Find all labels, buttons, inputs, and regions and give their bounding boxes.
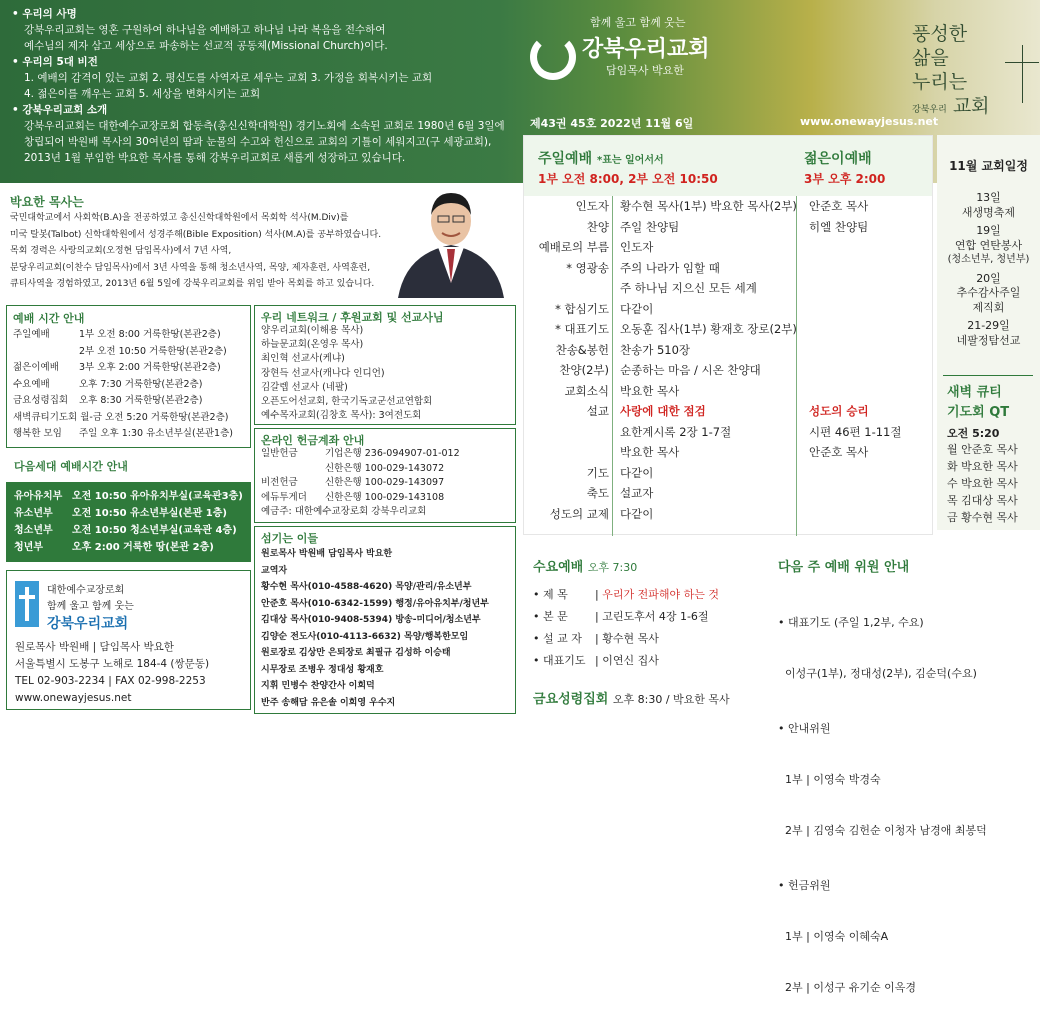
service-detail: 오후 8:30 거룩한땅(본관2층) bbox=[79, 395, 203, 406]
schedule-item: 연합 연탄봉사 bbox=[954, 238, 1023, 252]
order-value: 주의 나라가 임할 때 bbox=[620, 260, 720, 275]
service-name: 금요성령집회 bbox=[13, 395, 69, 406]
schedule-item: 네팔정탐선교 bbox=[956, 333, 1021, 347]
next-week-item: • 안내위원 bbox=[778, 722, 831, 735]
sunday-title bbox=[538, 148, 664, 168]
order-label: 교회소식 bbox=[564, 383, 609, 398]
network-item: 김갈렙 선교사 (네팔) bbox=[261, 381, 348, 393]
order-value: 다같이 bbox=[620, 301, 654, 316]
order-value: 오동훈 집사(1부) 황재호 장로(2부) bbox=[620, 322, 797, 336]
service-times-box bbox=[6, 305, 251, 448]
pastor-photo bbox=[386, 183, 516, 298]
network-item: 최인혁 선교사(케냐) bbox=[261, 353, 345, 365]
pastor-heading: 박요한 목사는 bbox=[10, 195, 84, 209]
service-name: 새벽큐티기도회 월-금 오전 5:20 거룩한땅(본관2층) bbox=[13, 411, 229, 423]
cross-logo-icon bbox=[15, 581, 39, 627]
service-name: 수요예배 bbox=[13, 378, 50, 390]
wed-label: • 제 목 bbox=[533, 588, 568, 601]
next-week-item: 1부 | 이영숙 이혜숙A bbox=[778, 930, 889, 943]
youth-order-value: 안준호 목사 bbox=[809, 445, 869, 459]
bio-line: 국민대학교에서 사회학(B.A)을 전공하였고 총신신학대학원에서 목회학 석사(M.Div)를 bbox=[10, 213, 349, 223]
network-item: 하늘문교회(온영우 목사) bbox=[261, 339, 364, 351]
next-week-panel bbox=[778, 548, 1040, 994]
youth-order-value: 히엘 찬양팀 bbox=[809, 219, 869, 234]
dept-detail: 오전 10:50 유소년부실(본관 1층) bbox=[72, 508, 227, 519]
church-denom: 대한예수교장로회 bbox=[47, 585, 125, 596]
schedule-item: (청소년부, 청년부) bbox=[947, 254, 1030, 265]
intro-text: 창립되어 박원배 목사의 30여년의 땀과 눈물의 수고와 헌신으로 교회의 기틀이 세워지고(구 세광교회), bbox=[24, 136, 492, 148]
youth-order-value: 시편 46편 1-11절 bbox=[809, 424, 902, 439]
schedule-list bbox=[937, 191, 1040, 348]
bio-line: 큐티사역을 경험하였고, 2013년 6월 5일에 강북우리교회를 위임 받아 목회를 하고 있습니다. bbox=[10, 279, 375, 289]
network-box bbox=[254, 305, 516, 425]
next-week-list bbox=[778, 580, 987, 1030]
church-address: 서울특별시 도봉구 노해로 184-4 (쌍문동) bbox=[15, 658, 210, 670]
logo-pastor: 담임목사 박요한 bbox=[606, 64, 684, 77]
slogan-line: 누리는 bbox=[912, 71, 968, 93]
order-label: 찬송&봉헌 bbox=[555, 342, 609, 357]
youth-order-value: 성도의 승리 bbox=[809, 404, 869, 418]
dept-name: 유소년부 bbox=[14, 508, 53, 519]
youth-time: 3부 오후 2:00 bbox=[804, 172, 886, 186]
offering-type: 에듀투게더 bbox=[261, 491, 307, 503]
staff-box bbox=[254, 526, 516, 714]
slogan-line: 삶을 bbox=[912, 47, 949, 69]
next-week-title: 다음 주 예배 위원 안내 bbox=[778, 560, 910, 575]
order-label: * 합심기도 bbox=[555, 301, 609, 316]
friday-info: 오후 8:30 / 박요한 목사 bbox=[612, 693, 730, 706]
bio-line: 미국 탈봇(Talbot) 신학대학원에서 성경주해(Bible Exposition) 석사(M.A)를 공부하였습니다. bbox=[10, 229, 382, 240]
order-label: 성도의 교제 bbox=[549, 506, 609, 521]
offering-account: 신한은행 100-029-143072 bbox=[325, 462, 445, 474]
cross-icon bbox=[1022, 45, 1023, 103]
network-item: 장현득 선교사(캐나다 인디언) bbox=[261, 367, 385, 379]
friday-title-text: 금요성령집회 bbox=[533, 692, 609, 707]
cross-bar bbox=[1005, 62, 1039, 63]
qt-row: 화 박요한 목사 bbox=[947, 460, 1018, 473]
schedule-item: 20일 bbox=[976, 271, 1001, 285]
sunday-title-text: 주일예배 bbox=[538, 151, 593, 167]
network-list bbox=[261, 324, 432, 423]
order-label: 기도 bbox=[586, 465, 609, 480]
dept-name: 청년부 bbox=[14, 542, 43, 553]
dept-detail: 오전 10:50 유아유치부실(교육관3층) bbox=[72, 491, 243, 502]
wed-title-text: 수요예배 bbox=[533, 560, 584, 575]
bio-line: 목회 경력은 사랑의교회(오정현 담임목사)에서 7년 사역, bbox=[10, 246, 232, 256]
intro-heading: • 강북우리교회 소개 bbox=[12, 104, 108, 116]
service-times-title: 예배 시간 안내 bbox=[13, 312, 85, 325]
next-week-item: • 대표기도 (주일 1,2부, 수요) bbox=[778, 616, 924, 629]
order-value: 요한계시록 2장 1-7절 bbox=[620, 424, 732, 439]
qt-row: 월 안준호 목사 bbox=[947, 443, 1018, 456]
logo-circle-icon bbox=[530, 34, 576, 80]
sunday-times: 1부 오전 8:00, 2부 오전 10:50 bbox=[538, 172, 718, 186]
mission-text: 강북우리교회는 영혼 구원하여 하나님을 예배하고 하나님 나라 복음을 전수하여 bbox=[24, 24, 386, 36]
next-week-item: 1부 | 이영숙 박경숙 bbox=[778, 773, 881, 786]
service-name: 주일예배 bbox=[13, 329, 50, 340]
order-value: 박요한 목사 bbox=[620, 445, 680, 459]
church-info-box bbox=[6, 570, 251, 710]
youth-title: 젊은이예배 bbox=[804, 151, 872, 167]
schedule-item: 13일 bbox=[976, 191, 1001, 204]
network-title: 우리 네트워크 / 후원교회 및 선교사님 bbox=[261, 311, 444, 324]
schedule-item: 19일 bbox=[976, 224, 1001, 237]
service-times-list bbox=[13, 327, 233, 443]
service-detail: 주일 오후 1:30 유소년부실(본관1층) bbox=[79, 428, 233, 439]
logo-name: 강북우리교회 bbox=[582, 37, 710, 62]
qt-row: 목 김대상 목사 bbox=[947, 494, 1018, 507]
vision-heading: • 우리의 5대 비전 bbox=[12, 56, 98, 68]
qt-row: 수 박요한 목사 bbox=[947, 477, 1018, 490]
staff-list bbox=[261, 546, 489, 711]
intro-text: 강북우리교회는 대한예수교장로회 합동측(총신신학대학원) 경기노회에 소속된 교회로 1980년 6월 3일에 bbox=[24, 120, 505, 132]
service-detail: 3부 오후 2:00 거룩한땅(본관2층) bbox=[79, 362, 221, 373]
staff-item: 반주 송해담 유은솔 이희영 우수지 bbox=[261, 697, 396, 708]
order-of-worship bbox=[524, 198, 934, 528]
church-url[interactable]: www.onewayjesus.net bbox=[15, 692, 132, 704]
schedule-item: 새생명축제 bbox=[961, 205, 1016, 219]
wed-label: • 본 문 bbox=[533, 610, 568, 623]
church-pastors: 원로목사 박원배 | 담임목사 박요한 bbox=[15, 641, 174, 653]
logo-tagline: 함께 울고 함께 웃는 bbox=[590, 16, 686, 29]
staff-item: 안준호 목사(010-6342-1599) 행정/유아유치부/청년부 bbox=[261, 598, 489, 609]
mission-heading: • 우리의 사명 bbox=[12, 8, 77, 20]
qt-time: 오전 5:20 bbox=[947, 427, 1000, 440]
offering-account: 기업은행 236-094907-01-012 bbox=[325, 448, 460, 459]
online-list bbox=[261, 447, 460, 520]
order-value: 사랑에 대한 점검 bbox=[620, 404, 706, 418]
wed-label: • 대표기도 bbox=[533, 654, 586, 667]
service-detail: 1부 오전 8:00 거룩한땅(본관2층) bbox=[79, 329, 221, 340]
dept-name: 유아유치부 bbox=[14, 491, 63, 502]
order-value: 인도자 bbox=[620, 240, 654, 254]
slogan-line: 풍성한 bbox=[912, 23, 968, 45]
wednesday-title bbox=[533, 556, 637, 575]
next-week-item: 이성구(1부), 정대성(2부), 김순덕(수요) bbox=[778, 667, 977, 680]
issue-info: 제43권 45호 2022년 11월 6일 bbox=[530, 117, 694, 130]
wed-value: 우리가 전파해야 하는 것 bbox=[602, 588, 719, 601]
next-gen-box bbox=[6, 482, 251, 562]
schedule-column bbox=[937, 135, 1040, 530]
bio-line: 분당우리교회(이찬수 담임목사)에서 3년 사역을 통해 청소년사역, 목양, 제자훈련, 사역훈련, bbox=[10, 262, 371, 273]
order-value: 박요한 목사 bbox=[620, 383, 680, 398]
wed-value: 황수현 목사 bbox=[602, 632, 659, 645]
church-logo bbox=[530, 14, 720, 104]
qt-row: 금 황수현 목사 bbox=[947, 511, 1018, 524]
staff-item: 지휘 민병수 찬양간사 이희덕 bbox=[261, 681, 375, 691]
wed-value: 이연신 집사 bbox=[602, 654, 659, 667]
website-url[interactable]: www.onewayjesus.net bbox=[800, 115, 939, 128]
order-label: 예배로의 부름 bbox=[538, 240, 609, 254]
offering-type: 비전헌금 bbox=[261, 477, 298, 488]
online-title: 온라인 헌금계좌 안내 bbox=[261, 434, 365, 447]
next-gen-title: 다음세대 예배시간 안내 bbox=[14, 460, 128, 473]
order-value: 찬송가 510장 bbox=[620, 342, 691, 357]
staff-item: 황수현 목사(010-4588-4620) 목양/관리/유소년부 bbox=[261, 582, 472, 592]
schedule-item: 추수감사주일 bbox=[956, 286, 1021, 299]
order-label: 설교 bbox=[586, 404, 609, 418]
vision-text: 4. 젊은이를 깨우는 교회 5. 세상을 변화시키는 교회 bbox=[24, 88, 261, 100]
slogan-line: 교회 bbox=[952, 95, 990, 117]
youth-order-value: 안준호 목사 bbox=[809, 199, 869, 213]
order-value: 황수현 목사(1부) 박요한 목사(2부) bbox=[620, 199, 797, 213]
account-holder: 예금주: 대한예수교장로회 강북우리교회 bbox=[261, 506, 427, 517]
schedule-item: 21-29일 bbox=[967, 319, 1010, 332]
staff-item: 시무장로 조병우 정대성 황재호 bbox=[261, 664, 384, 675]
wed-time: 오후 7:30 bbox=[587, 561, 638, 574]
online-offering-box bbox=[254, 428, 516, 523]
schedule-title: 11월 교회일정 bbox=[949, 159, 1028, 173]
next-week-item: 2부 | 김영숙 김헌순 이청자 남경애 최봉덕 bbox=[778, 824, 987, 837]
offering-type: 일반헌금 bbox=[261, 448, 298, 459]
standing-note: *표는 일어서서 bbox=[596, 155, 664, 166]
order-value: 다같이 bbox=[620, 465, 654, 480]
order-label: 찬양(2부) bbox=[559, 363, 609, 377]
network-item: 양우리교회(이해용 목사) bbox=[261, 325, 364, 336]
offering-account: 신한은행 100-029-143097 bbox=[325, 477, 445, 488]
service-detail: 오후 7:30 거룩한땅(본관2층) bbox=[79, 378, 203, 390]
staff-item: 원로장로 김상만 은퇴장로 최필규 김성하 이승태 bbox=[261, 648, 451, 658]
staff-item: 김대상 목사(010-9408-5394) 방송-미디어/청소년부 bbox=[261, 615, 481, 625]
service-detail: 2부 오전 10:50 거룩한땅(본관2층) bbox=[79, 345, 227, 357]
mission-text: 예수님의 제자 삼고 세상으로 파송하는 선교적 공동체(Missional Church)이다. bbox=[24, 40, 388, 52]
church-contact bbox=[15, 639, 209, 707]
vision-text: 1. 예배의 감격이 있는 교회 2. 평신도를 사역자로 세우는 교회 3. 가정을 회복시키는 교회 bbox=[24, 72, 433, 84]
dept-name: 청소년부 bbox=[14, 525, 53, 536]
order-label: 인도자 bbox=[575, 199, 609, 213]
order-label: * 대표기도 bbox=[555, 322, 609, 336]
wednesday-list: • 제 목 | 우리가 전파해야 하는 것 • 본 문 | 고린도후서 4장 1-6절 • 설 교 자 | 황수현 목사 • 대표기도 | 이연신 집사 bbox=[533, 584, 719, 672]
qt-title-line: 새벽 큐티 bbox=[947, 385, 1002, 400]
friday-title bbox=[533, 688, 730, 707]
staff-item: 김양순 전도사(010-4113-6632) 목양/행복한모임 bbox=[261, 631, 469, 642]
order-label: 찬양 bbox=[586, 219, 609, 234]
order-value: 설교자 bbox=[620, 486, 654, 500]
intro-text: 2013년 1월 부임한 박요한 목사를 통해 강북우리교회로 새롭게 성장하고 있습니다. bbox=[24, 152, 406, 164]
order-value: 주일 찬양팀 bbox=[620, 219, 680, 234]
slogan-small: 강북우리 bbox=[912, 105, 947, 115]
dept-detail: 오전 10:50 청소년부실(교육관 4층) bbox=[72, 525, 237, 536]
pastor-bio bbox=[10, 210, 410, 293]
church-phone: TEL 02-903-2234 | FAX 02-998-2253 bbox=[15, 675, 206, 687]
church-name: 강북우리교회 bbox=[47, 616, 129, 632]
slogan bbox=[912, 22, 990, 122]
service-name: 행복한 모임 bbox=[13, 428, 62, 439]
order-label: 축도 bbox=[586, 486, 609, 500]
wed-label: • 설 교 자 bbox=[533, 632, 582, 645]
offering-account: 신한은행 100-029-143108 bbox=[325, 491, 445, 503]
sunday-header bbox=[524, 136, 932, 196]
order-value: 다같이 bbox=[620, 506, 654, 521]
next-week-item: 2부 | 이성구 유기순 이옥경 bbox=[778, 981, 916, 994]
staff-item: 원로목사 박원배 담임목사 박요한 bbox=[261, 549, 393, 559]
wed-value: 고린도후서 4장 1-6절 bbox=[602, 610, 709, 623]
next-week-item: • 헌금위원 bbox=[778, 879, 831, 892]
network-item: 오픈도어선교회, 한국기독교군선교연합회 bbox=[261, 396, 433, 408]
service-name: 젊은이예배 bbox=[13, 362, 59, 373]
qt-list bbox=[947, 441, 1018, 526]
staff-item: 교역자 bbox=[261, 565, 288, 576]
qt-title bbox=[947, 383, 1009, 423]
qt-title-line: 기도회 QT bbox=[947, 405, 1010, 420]
sunday-worship-panel bbox=[523, 135, 933, 535]
order-label: * 영광송 bbox=[566, 260, 609, 275]
mission-section bbox=[12, 6, 522, 166]
wednesday-panel bbox=[523, 548, 768, 720]
next-gen-list bbox=[14, 488, 243, 556]
church-tagline: 함께 울고 함께 웃는 bbox=[47, 601, 134, 612]
dept-detail: 오후 2:00 거룩한 땅(본관 2층) bbox=[72, 542, 214, 553]
staff-title: 섬기는 이들 bbox=[261, 532, 318, 545]
network-item: 예수목자교회(김창호 목사): 3여전도회 bbox=[261, 410, 422, 422]
order-value: 주 하나님 지으신 모든 세계 bbox=[620, 281, 757, 295]
order-value: 순종하는 마음 / 시온 찬양대 bbox=[620, 363, 761, 377]
schedule-item: 제직회 bbox=[972, 300, 1005, 314]
